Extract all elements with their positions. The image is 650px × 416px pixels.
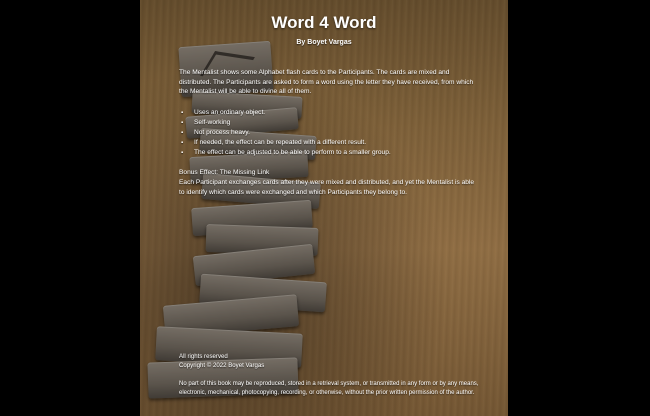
bonus-heading: Bonus Effect: The Missing Link — [179, 169, 270, 176]
feature-list — [179, 108, 391, 158]
list-item: ▪ The effect can be adjusted to be able to perform to a smaller group. — [179, 148, 391, 158]
rights-block — [179, 352, 264, 370]
bonus-paragraph: Each Participant exchanges cards after they were mixed and distributed, and yet the Mentalist is able to identify which cards were exchanged and which Participants they belong to. — [179, 179, 475, 196]
book-author: By Boyet Vargas — [296, 39, 352, 46]
list-item: ▪ If needed, the effect can be repeated with a different result. — [179, 138, 391, 148]
copyright-text: Copyright © 2022 Boyet Vargas — [179, 362, 265, 369]
rights-text: All rights reserved — [179, 353, 228, 360]
intro-paragraph: The Mentalist shows some Alphabet flash cards to the Participants. The cards are mixed and distributed. The Participants are asked to form a word using the letter they have received, from which the Mentalist will be able to divine all of them. — [179, 69, 474, 96]
book-title: Word 4 Word — [271, 13, 377, 32]
list-item: ▪ Self-working — [179, 118, 391, 128]
legal-notice: No part of this book may be reproduced, stored in a retrieval system, or transmitted in any form or by any means, electronic, mechanical, photocopying, recording, or otherwise, without the prior written permission of the author. — [179, 381, 479, 396]
cover-text — [140, 0, 508, 416]
list-item: ▪ Not process heavy. — [179, 128, 391, 138]
book-cover-page — [140, 0, 508, 416]
list-item: ▪ Uses an ordinary object. — [179, 108, 391, 118]
